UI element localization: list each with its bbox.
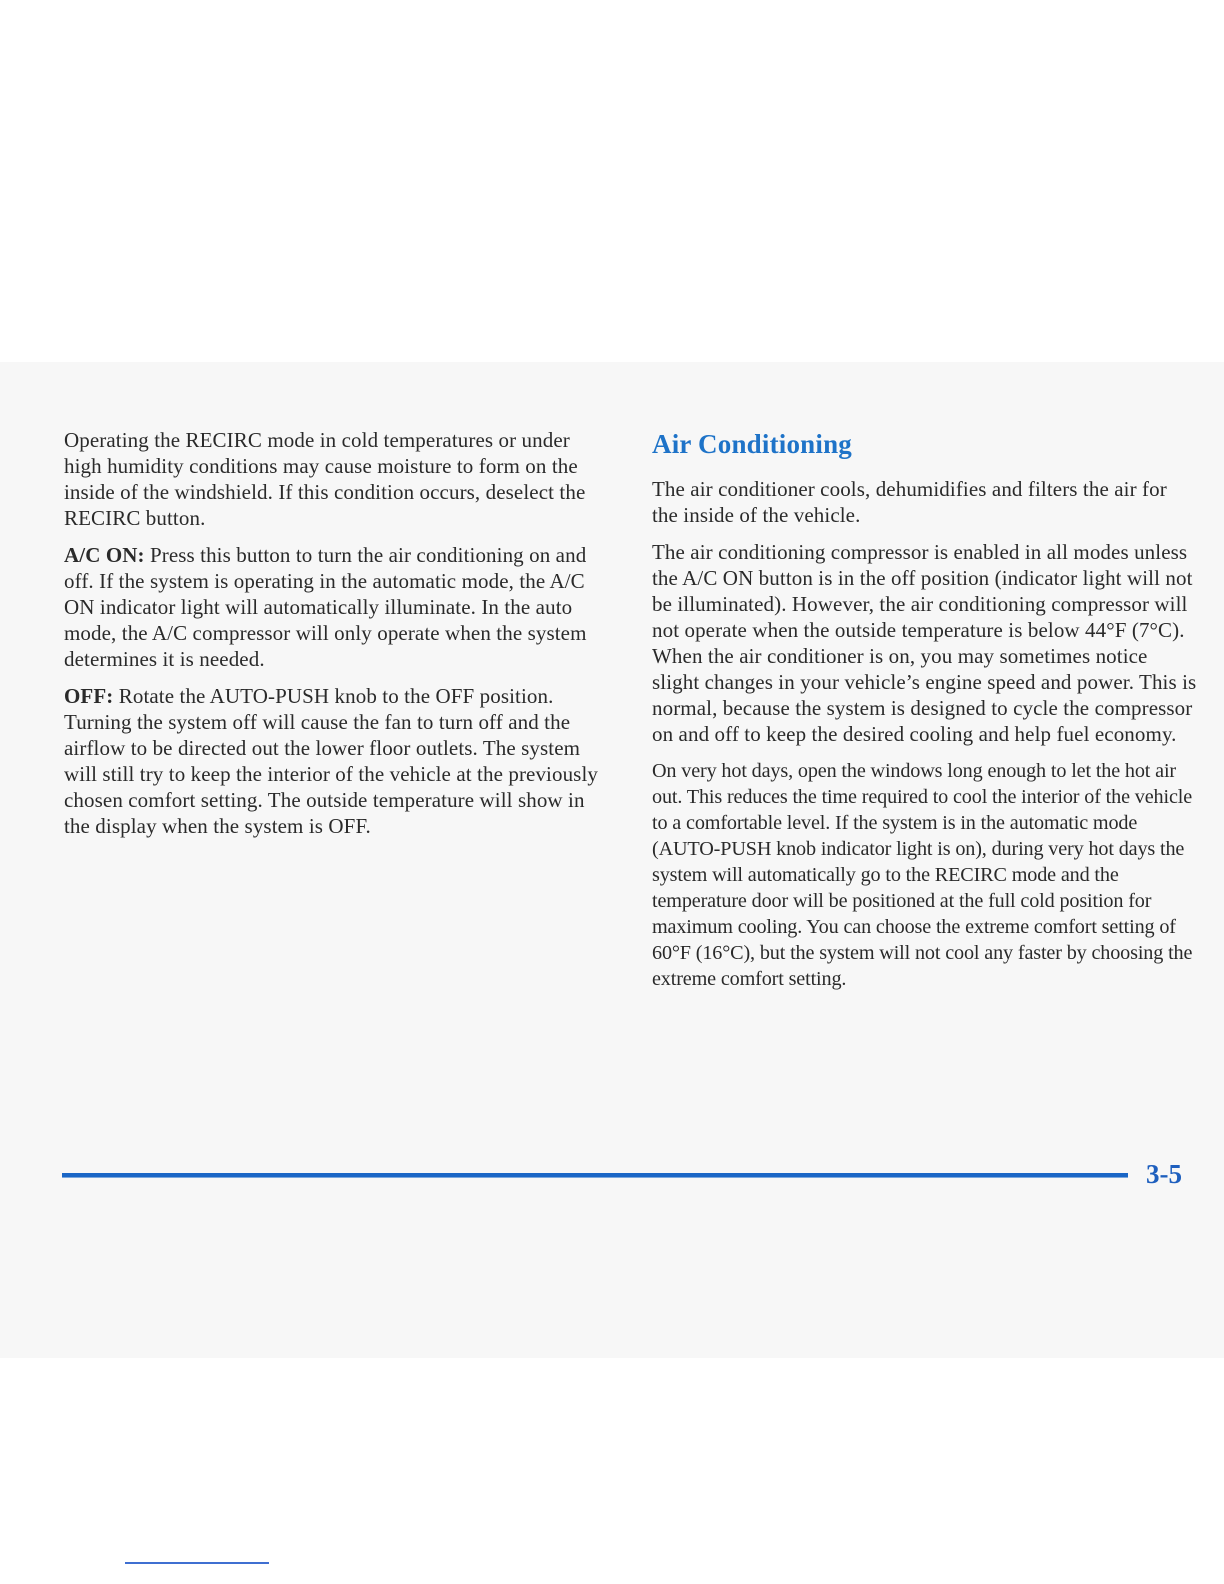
- section-heading: Air Conditioning: [652, 429, 853, 459]
- off-description: Rotate the AUTO-PUSH knob to the OFF position. Turning the system off will cause the fan to turn off and the airflow to be directed out the lower floor outlets. The system will still try to keep the interior of the vehicle at the previously chosen comfort setting. The outside temperature will show in the display when the system is OFF.: [64, 684, 598, 838]
- left-column: [64, 427, 609, 850]
- hot-days-paragraph: On very hot days, open the windows long enough to let the hot air out. This reduces the time required to cool the interior of the vehicle to a comfortable level. If the system is in the automatic mode (AUTO-PUSH knob indicator light is on), during very hot days the system will automatically go to the RECIRC mode and the temperature door will be positioned at the full cold position for maximum cooling. You can choose the extreme comfort setting of 60°F (16°C), but the system will not cool any faster by choosing the extreme comfort setting.: [652, 760, 1193, 990]
- off-term: OFF:: [64, 684, 114, 708]
- ac-on-description: Press this button to turn the air conditioning on and off. If the system is operating in the automatic mode, the A/C ON indicator light will automatically illuminate. In the auto mode, the A/C compressor will only operate when the system determines it is needed.: [64, 543, 587, 671]
- ac-on-term: A/C ON:: [64, 543, 145, 567]
- page-number: 3-5: [1146, 1159, 1182, 1189]
- compressor-paragraph: The air conditioning compressor is enabled in all modes unless the A/C ON button is in the off position (indicator light will not be illuminated). However, the air conditioning compressor will not operate when the outside temperature is below 44°F (7°C). When the air conditioner is on, you may sometimes notice slight changes in your vehicle’s engine speed and power. This is normal, because the system is designed to cycle the compressor on and off to keep the desired cooling and help fuel economy.: [652, 540, 1197, 746]
- footer-rule: [62, 1173, 1128, 1178]
- off-paragraph: [64, 683, 609, 839]
- right-column: [652, 428, 1197, 1003]
- bottom-underline-mark: [125, 1562, 269, 1564]
- ac-intro-paragraph: The air conditioner cools, dehumidifies and filters the air for the inside of the vehicle.: [652, 477, 1167, 527]
- recirc-note-paragraph: Operating the RECIRC mode in cold temperatures or under high humidity conditions may cause moisture to form on the inside of the windshield. If this condition occurs, deselect the RECIRC button.: [64, 428, 586, 530]
- ac-on-paragraph: [64, 542, 609, 672]
